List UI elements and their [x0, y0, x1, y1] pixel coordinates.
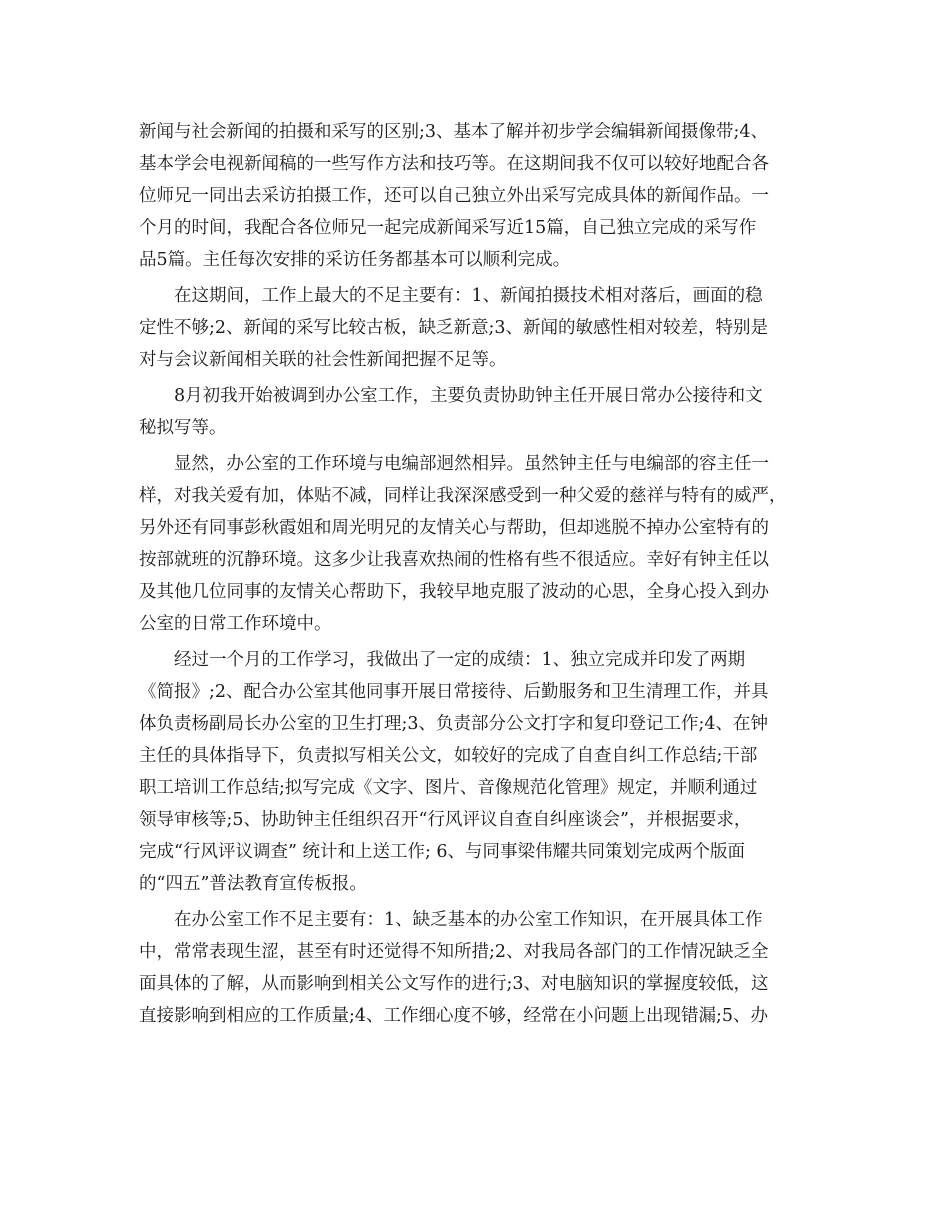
paragraph: 8月初我开始被调到办公室工作，主要负责协助钟主任开展日常办公接待和文 秘拟写等。 [139, 386, 763, 438]
paragraph: 在这期间，工作上最大的不足主要有：1、新闻拍摄技术相对落后，画面的稳 定性不够;2、新闻的采写比较古板，缺乏新意;3、新闻的敏感性相对较差，特别是 对与会议新闻相关联的社会性新闻把握不足等。 [139, 286, 769, 370]
paragraph: 显然，办公室的工作环境与电编部迥然相异。虽然钟主任与电编部的容主任一 样，对我关爱有加，体贴不减，同样让我深深感受到一种父爱的慈祥与特有的威严， 另外还有同事彭秋霞姐和周光明兄的友情关心与帮助，但却逃脱不掉办公室特有的 按部就班的沉静环境。这多少让我喜欢热闹的性格有些不很适应。幸好有钟主任以 及其他几位同事的友情关心帮助下，我较早地克服了波动的心思，全身心投入到办 公室的日常工作环境中。 [139, 454, 787, 634]
document-body [139, 116, 811, 1036]
paragraph: 经过一个月的工作学习，我做出了一定的成绩：1、独立完成并印发了两期 《简报》;2、配合办公室其他同事开展日常接待、后勤服务和卫生清理工作，并具 体负责杨副局长办公室的卫生打理;3、负责部分公文打字和复印登记工作;4、在钟 主任的具体指导下，负责拟写相关公文，如较好的完成了自查自纠工作总结;干部 职工培训工作总结;拟写完成《文字、图片、音像规范化管理》规定，并顺利通过 领导审核等;5、协助钟主任组织召开“行风评议自查自纠座谈会”，并根据要求， 完成“行风评议调查” 统计和上送工作; 6、与同事梁伟耀共同策划完成两个版面 的“四五”普法教育宣传板报。 [139, 650, 769, 894]
paragraph: 新闻与社会新闻的拍摄和采写的区别;3、基本了解并初步学会编辑新闻摄像带;4、 基本学会电视新闻稿的一些写作方法和技巧等。在这期间我不仅可以较好地配合各 位师兄一同出去采访拍摄工作，还可以自己独立外出采写完成具体的新闻作品。一 个月的时间，我配合各位师兄一起完成新闻采写近15篇，自己独立完成的采写作 品5篇。主任每次安排的采访任务都基本可以顺利完成。 [139, 122, 769, 270]
paragraph: 在办公室工作不足主要有：1、缺乏基本的办公室工作知识，在开展具体工作 中，常常表现生涩，甚至有时还觉得不知所措;2、对我局各部门的工作情况缺乏全 面具体的了解，从而影响到相关公文写作的进行;3、对电脑知识的掌握度较低，这 直接影响到相应的工作质量;4、工作细心度不够，经常在小问题上出现错漏;5、办 [139, 910, 769, 1026]
